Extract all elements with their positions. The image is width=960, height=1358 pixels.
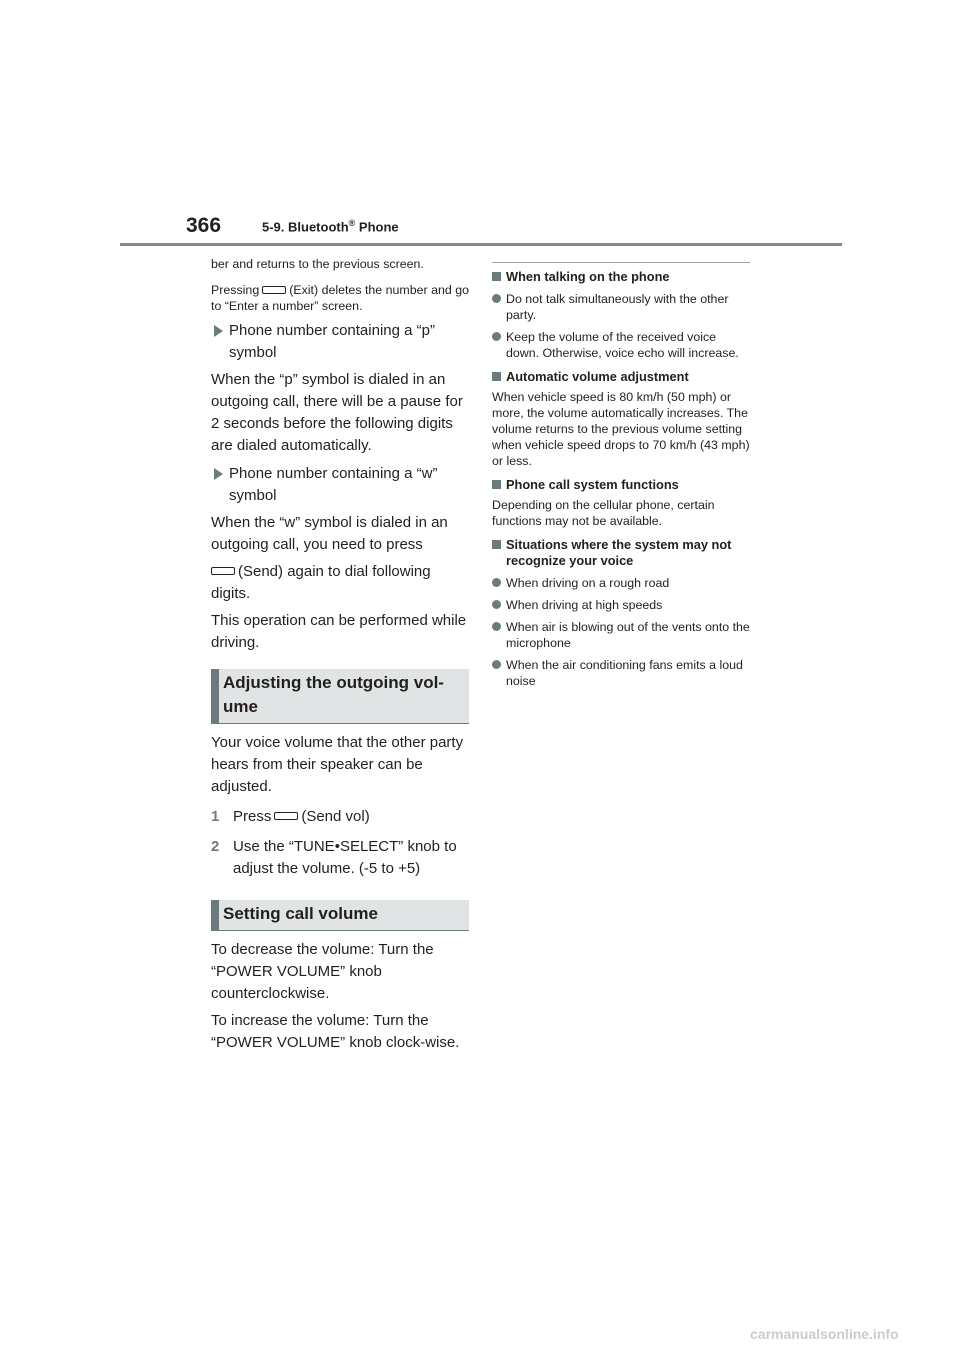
bullet-item: Do not talk simultaneously with the other party. — [492, 291, 752, 323]
note-heading: Phone call system functions — [492, 477, 752, 493]
circle-bullet-icon — [492, 660, 501, 669]
square-bullet-icon — [492, 540, 501, 549]
bullet-item: When air is blowing out of the vents onto the microphone — [492, 619, 752, 651]
bullet-item: Keep the volume of the received voice down. Otherwise, voice echo will increase. — [492, 329, 752, 361]
paragraph: Your voice volume that the other party hears from their speaker can be adjusted. — [211, 734, 464, 795]
paragraph: When the “p” symbol is dialed in an outgoing call, there will be a pause for 2 seconds before the following digits are dialed automatically. — [211, 371, 463, 454]
left-column — [211, 252, 469, 1054]
square-bullet-icon — [492, 372, 501, 381]
send-vol-button-icon — [274, 812, 298, 820]
subheading: Phone number containing a “w” symbol — [211, 463, 469, 507]
paragraph: ber and returns to the previous screen. — [211, 257, 424, 271]
paragraph: To decrease the volume: Turn the “POWER VOLUME” knob counterclockwise. — [211, 941, 434, 1002]
watermark: carmanualsonline.info — [750, 1326, 899, 1342]
bullet-item: When the air conditioning fans emits a loud noise — [492, 657, 752, 689]
section-heading-adjust-volume: Adjusting the outgoing vol-ume — [211, 669, 469, 724]
square-bullet-icon — [492, 480, 501, 489]
subheading: Phone number containing a “p” symbol — [211, 320, 469, 364]
paragraph: Depending on the cellular phone, certain functions may not be available. — [492, 498, 715, 528]
paragraph: To increase the volume: Turn the “POWER VOLUME” knob clock-wise. — [211, 1012, 460, 1051]
circle-bullet-icon — [492, 600, 501, 609]
page-number: 366 — [186, 214, 222, 237]
exit-button-icon — [262, 286, 286, 294]
note-heading: Situations where the system may not recognize your voice — [492, 537, 752, 569]
circle-bullet-icon — [492, 294, 501, 303]
section-title: 5-9. Bluetooth® Phone — [262, 218, 399, 235]
paragraph: This operation can be performed while driving. — [211, 612, 467, 651]
note-heading: When talking on the phone — [492, 269, 752, 285]
square-bullet-icon — [492, 272, 501, 281]
triangle-icon — [214, 325, 223, 337]
right-column — [492, 262, 752, 689]
bullet-item: When driving on a rough road — [492, 575, 752, 591]
paragraph: When the “w” symbol is dialed in an outgoing call, you need to press — [211, 514, 448, 553]
circle-bullet-icon — [492, 622, 501, 631]
step-number: 1 — [211, 808, 220, 825]
paragraph: (Send) again to dial following digits. — [211, 563, 431, 602]
header-rule — [120, 243, 842, 246]
page-header — [0, 0, 960, 250]
step-number: 2 — [211, 838, 220, 855]
note-heading: Automatic volume adjustment — [492, 369, 752, 385]
paragraph: When vehicle speed is 80 km/h (50 mph) or more, the volume automatically increases. The volume returns to the previous volume setting when vehicle speed drops to 70 km/h (43 mph) or less. — [492, 390, 750, 468]
circle-bullet-icon — [492, 332, 501, 341]
section-heading-call-volume: Setting call volume — [211, 900, 469, 931]
step: 2 Use the “TUNE•SELECT” knob to adjust the volume. (-5 to +5) — [211, 838, 457, 877]
paragraph: Pressing (Exit) deletes the number and go to “Enter a number” screen. — [211, 283, 469, 313]
send-button-icon — [211, 567, 235, 575]
circle-bullet-icon — [492, 578, 501, 587]
bullet-item: When driving at high speeds — [492, 597, 752, 613]
step: 1 Press (Send vol) — [211, 806, 469, 828]
triangle-icon — [214, 468, 223, 480]
divider — [492, 262, 750, 263]
